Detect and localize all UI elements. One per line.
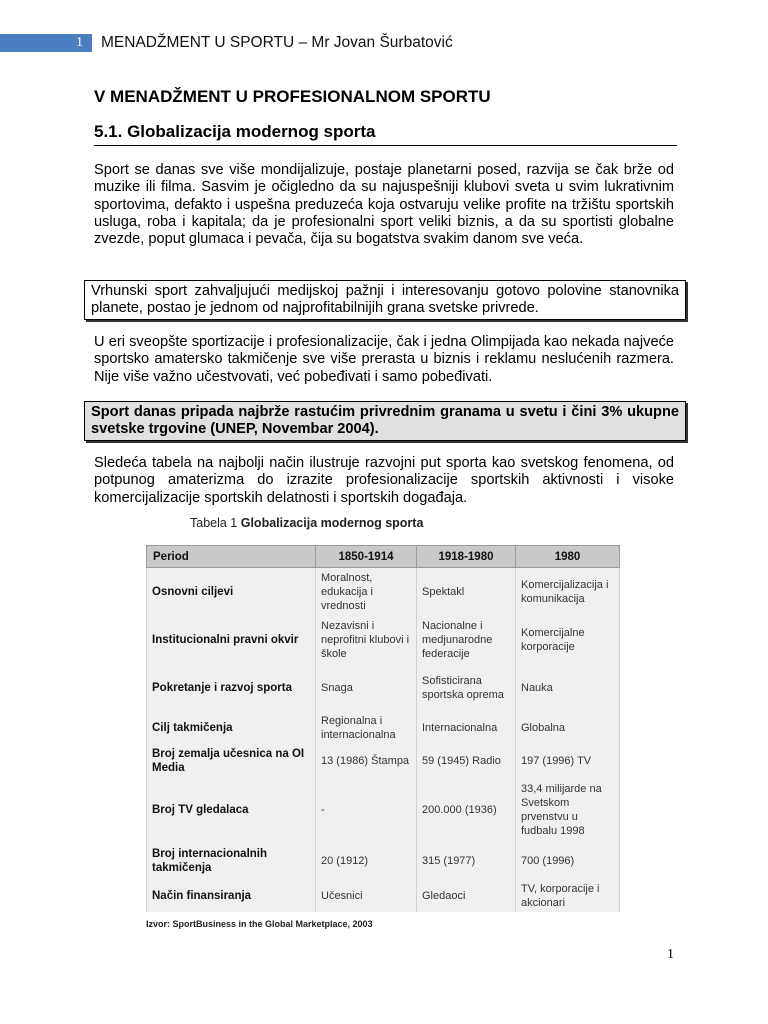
table-row: [147, 712, 620, 744]
highlight-box-trade-share: Sport danas pripada najbrže rastućim privrednim granama u svetu i čini 3% ukupne svetske trgovine (UNEP, Novembar 2004).: [84, 401, 686, 441]
table-cell: Nacionalne i medjunarodne federacije: [417, 616, 516, 664]
row-label: Broj internacionalnih takmičenja: [147, 842, 316, 880]
paragraph-table-intro: Sledeća tabela na najbolji način ilustruje razvojni put sporta kao svetskog fenomena, od potpunog amaterizma do izrazite profesionalizacije sportskih aktivnosti i visoke komercijalizacije sportskih delatnosti i sportskih događaja.: [94, 455, 674, 506]
table-cell: 315 (1977): [417, 842, 516, 880]
table-cell: 197 (1996) TV: [516, 744, 620, 778]
table-cell: Snaga: [316, 664, 417, 712]
table-cell: 20 (1912): [316, 842, 417, 880]
row-label: Osnovni ciljevi: [147, 568, 316, 616]
chapter-title: V MENADŽMENT U PROFESIONALNOM SPORTU: [94, 87, 491, 106]
table-cell: 13 (1986) Štampa: [316, 744, 417, 778]
table-cell: 700 (1996): [516, 842, 620, 880]
table-row: [147, 664, 620, 712]
table-source-note: Izvor: SportBusiness in the Global Marketplace, 2003: [146, 919, 373, 929]
table-row: [147, 616, 620, 664]
row-label: Broj zemalja učesnica na OI Media: [147, 744, 316, 778]
table-cell: Nezavisni i neprofitni klubovi i škole: [316, 616, 417, 664]
table-cell: Sofisticirana sportska oprema: [417, 664, 516, 712]
table-cell: Internacionalna: [417, 712, 516, 744]
row-label: Broj TV gledalaca: [147, 778, 316, 842]
table-cell: -: [316, 778, 417, 842]
header-page-number: 1: [76, 35, 83, 50]
table-cell: Komercijalizacija i komunikacija: [516, 568, 620, 616]
globalization-table: [146, 545, 620, 912]
footer-page-number: 1: [667, 947, 674, 962]
highlight-box-media-attention: Vrhunski sport zahvaljujući medijskoj pažnji i interesovanju gotovo polovine stanovnika planete, postao je jednom od najprofitabilnijih grana svetske privrede.: [84, 280, 686, 320]
table-cell: Regionalna i internacionalna: [316, 712, 417, 744]
table-header-col3: 1980: [516, 546, 620, 568]
table-row: [147, 744, 620, 778]
table-row: [147, 778, 620, 842]
table-header-period: Period: [147, 546, 316, 568]
table-header-col1: 1850-1914: [316, 546, 417, 568]
table-header-row: [147, 546, 620, 568]
table-cell: 33,4 milijarde na Svetskom prvenstvu u fudbalu 1998: [516, 778, 620, 842]
paragraph-olympics: U eri sveopšte sportizacije i profesionalizacije, čak i jedna Olimpijada kao nekada najveće sportsko amatersko takmičenje sve više prerasta u biznis i reklamu neslućenih razmera. Nije više važno učestvovati, već pobeđivati i samo pobeđivati.: [94, 334, 674, 385]
table-cell: Učesnici: [316, 880, 417, 912]
row-label: Pokretanje i razvoj sporta: [147, 664, 316, 712]
table-row: [147, 880, 620, 912]
table-caption: [190, 516, 423, 530]
row-label: Institucionalni pravni okvir: [147, 616, 316, 664]
table-cell: 59 (1945) Radio: [417, 744, 516, 778]
table-caption-prefix: Tabela 1: [190, 516, 241, 530]
row-label: Način finansiranja: [147, 880, 316, 912]
row-label: Cilj takmičenja: [147, 712, 316, 744]
table-cell: Moralnost, edukacija i vrednosti: [316, 568, 417, 616]
table-cell: Komercijalne korporacije: [516, 616, 620, 664]
section-title: 5.1. Globalizacija modernog sporta: [94, 122, 677, 146]
paragraph-intro: Sport se danas sve više mondijalizuje, postaje planetarni posed, razvija se čak brže od muzike ili filma. Sasvim je očigledno da su najuspešniji klubovi sveta u svim lukrativnim sportovima, defakto i uspešna preduzeća koja ostvaruju velike profite na tržištu sportskih usluga, roba i kapitala; da je profesionalni sport veliki biznis, a da su sportisti globalne zvezde, poput glumaca i pevača, čija su bogatstva svakim danom sve veća.: [94, 162, 674, 248]
table-cell: Nauka: [516, 664, 620, 712]
table-cell: Globalna: [516, 712, 620, 744]
table-cell: 200.000 (1936): [417, 778, 516, 842]
table-cell: TV, korporacije i akcionari: [516, 880, 620, 912]
table-cell: Spektakl: [417, 568, 516, 616]
running-header-title: MENADŽMENT U SPORTU – Mr Jovan Šurbatović: [101, 34, 453, 51]
table-row: [147, 568, 620, 616]
table-row: [147, 842, 620, 880]
table-header-col2: 1918-1980: [417, 546, 516, 568]
table-caption-title: Globalizacija modernog sporta: [240, 516, 424, 530]
table-cell: Gledaoci: [417, 880, 516, 912]
